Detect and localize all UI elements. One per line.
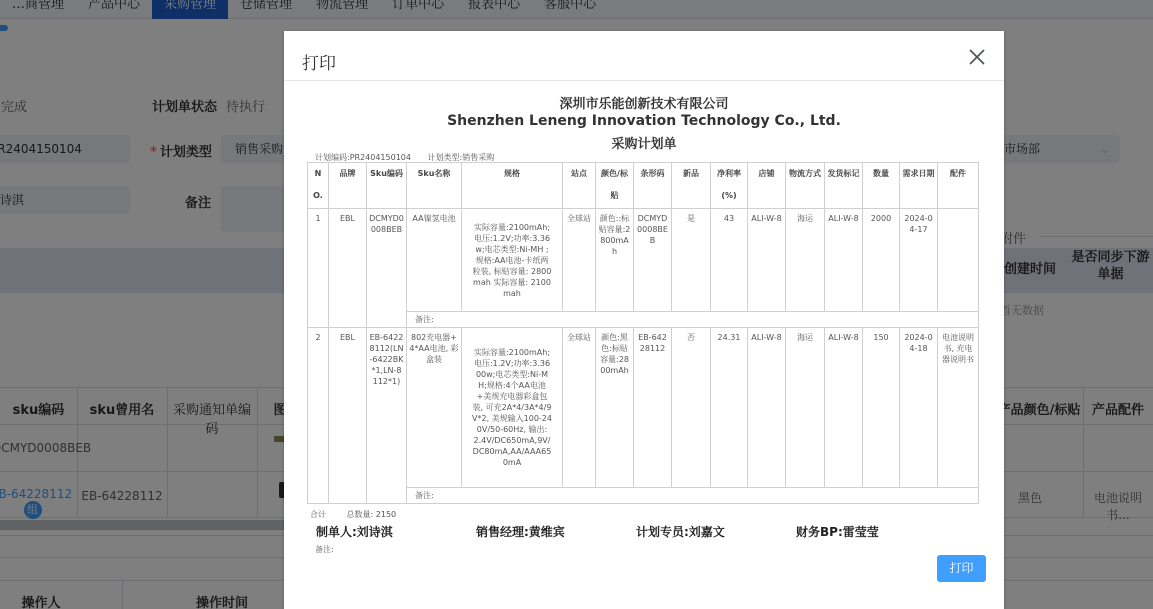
- cell-quantity: 2000: [863, 209, 900, 312]
- note-row: [308, 488, 979, 504]
- col-no: NO.: [308, 163, 329, 209]
- cell-ship-mark: ALI-W-8: [825, 209, 863, 312]
- col-quantity: 数量: [863, 163, 900, 209]
- cell-sku-code: EB-64228112(LN-6422BK*1,LN-8112*1): [367, 328, 407, 504]
- close-icon: [968, 48, 986, 66]
- col-spec: 规格: [462, 163, 563, 209]
- col-color: 颜色/标贴: [596, 163, 634, 209]
- cell-new: 否: [672, 328, 711, 488]
- cell-sku-code: DCMYD0008BEB: [367, 209, 407, 328]
- cell-spec: 实际容量:2100mAh;电压:1.2V;功率:3.36w;电芯类型:Ni-MH ;规格:AA电池-卡纸两粒装, 标贴容量: 2800mah 实际容量: 2100mah: [462, 209, 563, 312]
- cell-accessory: [938, 209, 979, 312]
- cell-ship-mark: ALI-W-8: [825, 328, 863, 488]
- cell-logistics: 海运: [786, 209, 825, 312]
- total-label: 合计: [310, 510, 326, 519]
- cell-note: 备注:: [407, 312, 979, 328]
- col-logistics: 物流方式: [786, 163, 825, 209]
- cell-site: 全球站: [563, 209, 596, 312]
- cell-shop: ALI-W-8: [748, 328, 786, 488]
- col-ship-mark: 发货标记: [825, 163, 863, 209]
- cell-color: 颜色::标贴容量:2800mAh: [596, 209, 634, 312]
- print-dialog: [284, 31, 1004, 609]
- company-name-cn: 深圳市乐能创新技术有限公司: [559, 97, 729, 112]
- table-header-row: [308, 163, 979, 209]
- dialog-header: [284, 31, 1004, 81]
- col-sku-name: Sku名称: [407, 163, 462, 209]
- plan-type: 计划类型:销售采购: [427, 153, 495, 162]
- cell-quantity: 150: [863, 328, 900, 488]
- cell-new: 是: [672, 209, 711, 312]
- cell-color: 颜色:黑色:标贴容量:2800mAh: [596, 328, 634, 488]
- col-margin: 净利率(%): [711, 163, 748, 209]
- col-sku-code: Sku编码: [367, 163, 407, 209]
- signature-sales-manager: 销售经理:黄维宾: [476, 525, 565, 539]
- signature-maker: 制单人:刘诗淇: [316, 525, 393, 539]
- print-table: [307, 162, 979, 504]
- document-remark: 备注:: [315, 545, 334, 554]
- totals: [310, 509, 396, 520]
- cell-spec: 实际容量:2100mAh;电压:1.2V;功率:3.3600w;电芯类型:Ni-MH;规格:4个AA电池+美规充电器彩盒包装, 可充2A*4/3A*4/9V*2, 美规输入100-240V/50-60Hz, 输出: 2.4V/DC650mA,9V/DC80mA,AA/AAA650mA: [462, 328, 563, 488]
- col-demand-date: 需求日期: [900, 163, 938, 209]
- cell-logistics: 海运: [786, 328, 825, 488]
- cell-demand-date: 2024-04-17: [900, 209, 938, 312]
- note-row: [308, 312, 979, 328]
- signature-finance-bp: 财务BP:雷莹莹: [796, 525, 879, 539]
- cell-no: 2: [308, 328, 329, 504]
- cell-margin: 43: [711, 209, 748, 312]
- cell-note: 备注:: [407, 488, 979, 504]
- col-brand: 品牌: [329, 163, 367, 209]
- document-title: 采购计划单: [611, 137, 677, 152]
- print-button[interactable]: 打印: [937, 555, 986, 582]
- cell-sku-name: 802充电器+4*AA电池, 彩盒装: [407, 328, 462, 488]
- col-site: 站点: [563, 163, 596, 209]
- cell-brand: EBL: [329, 209, 367, 328]
- table-row: [308, 209, 979, 312]
- close-button[interactable]: [968, 48, 986, 66]
- plan-no: 计划编码:PR2404150104: [315, 153, 411, 162]
- cell-shop: ALI-W-8: [748, 209, 786, 312]
- cell-site: 全球站: [563, 328, 596, 488]
- total-quantity: 总数量: 2150: [346, 510, 397, 519]
- dialog-title: 打印: [302, 54, 336, 74]
- cell-demand-date: 2024-04-18: [900, 328, 938, 488]
- cell-margin: 24.31: [711, 328, 748, 488]
- signature-planner: 计划专员:刘嘉文: [636, 525, 725, 539]
- col-new: 新品: [672, 163, 711, 209]
- cell-brand: EBL: [329, 328, 367, 504]
- table-row: [308, 328, 979, 488]
- col-barcode: 条形码: [634, 163, 672, 209]
- cell-barcode: DCMYD0008BEB: [634, 209, 672, 312]
- company-name-en: Shenzhen Leneng Innovation Technology Co., Ltd.: [447, 113, 841, 129]
- cell-sku-name: AA镍氢电池: [407, 209, 462, 312]
- cell-no: 1: [308, 209, 329, 328]
- signatures: [316, 523, 956, 540]
- col-shop: 店铺: [748, 163, 786, 209]
- col-accessory: 配件: [938, 163, 979, 209]
- cell-barcode: EB-64228112: [634, 328, 672, 488]
- cell-accessory: 电池说明书, 充电器说明书: [938, 328, 979, 488]
